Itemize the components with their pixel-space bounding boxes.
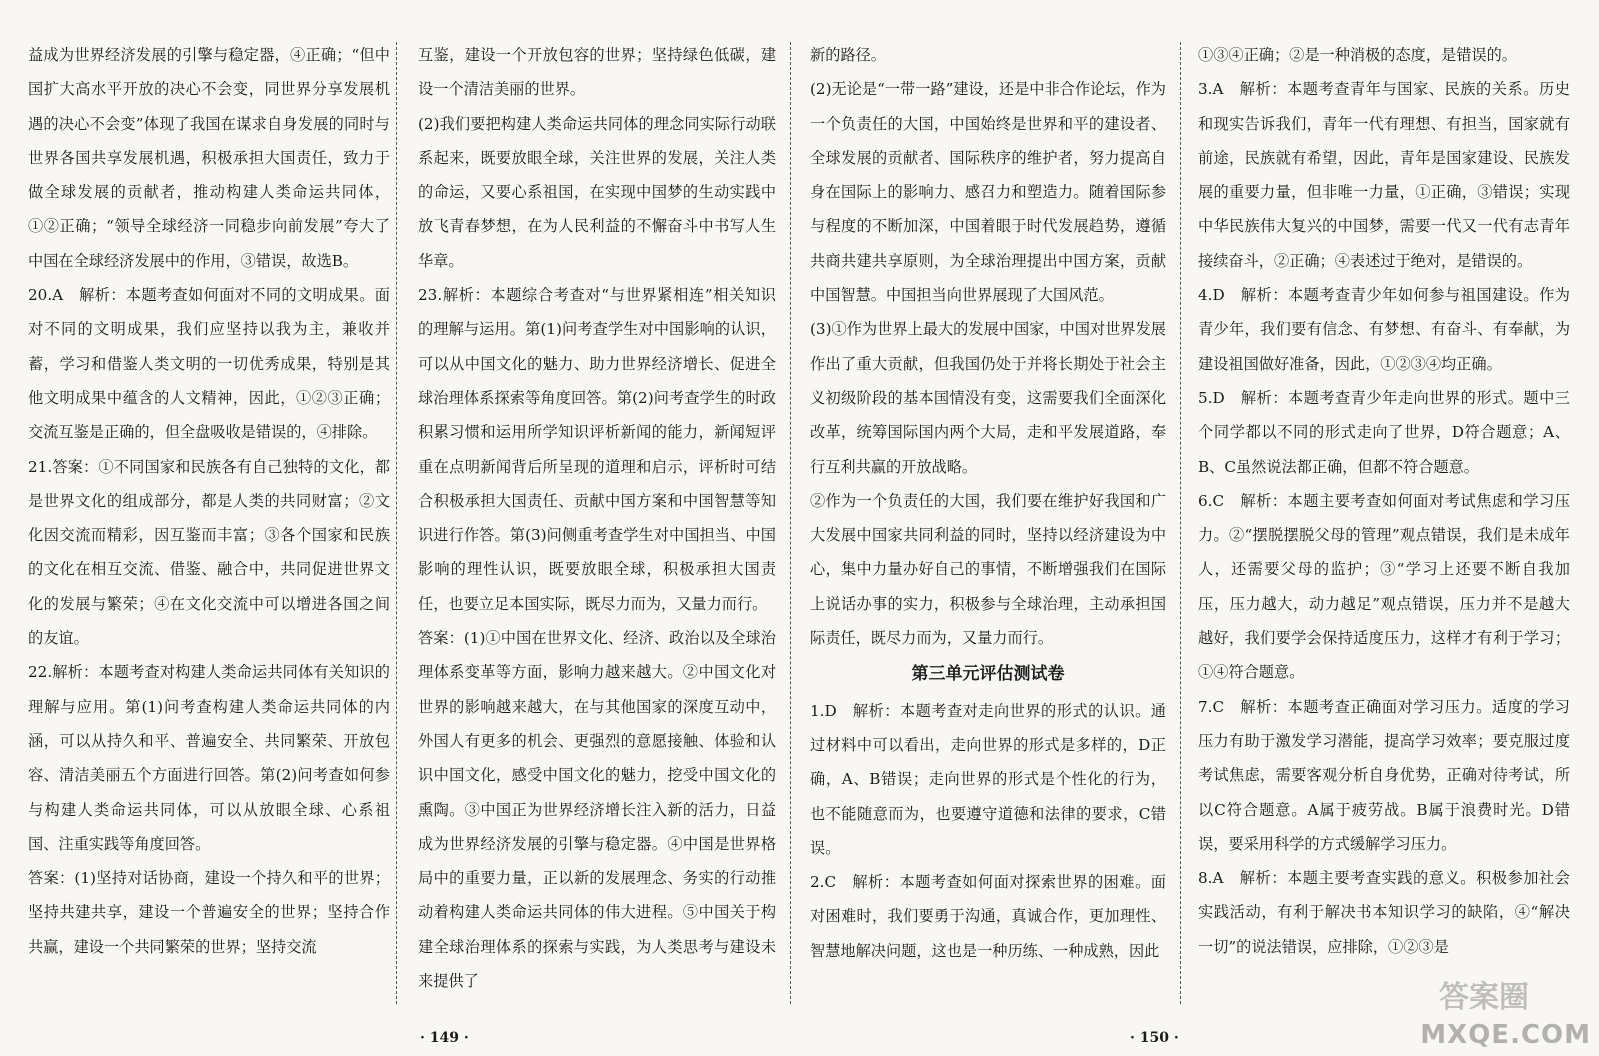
watermark-url: MXQE.COM <box>1420 1020 1591 1050</box>
paragraph: 1.D 解析：本题考查对走向世界的形式的认识。通过材料中可以看出，走向世界的形式是多样的，D正确，A、B错误；走向世界的形式是个性化的行为，也不能随意而为，也要遵守道德和法律的要求，C错误。 <box>810 701 1166 857</box>
paragraph: 22.解析：本题考查对构建人类命运共同体有关知识的理解与应用。第(1)问考查构建人类命运共同体的内涵，可以从持久和平、普遍安全、共同繁荣、开放包容、清洁美丽五个方面进行回答。第(2)问考查如何参与构建人类命运共同体，可以从放眼全球、心系祖国、注重实践等角度回答。 <box>28 663 390 853</box>
column-1 <box>28 38 390 964</box>
paragraph: (2)我们要把构建人类命运共同体的理念同实际行动联系起来，既要放眼全球，关注世界的发展，关注人类的命运，又要心系祖国，在实现中国梦的生动实践中放飞青春梦想，在为人民利益的不懈奋斗中书写人生华章。 <box>418 114 776 270</box>
paragraph: 6.C 解析：本题主要考查如何面对考试焦虑和学习压力。②“摆脱摆脱父母的管理”观点错误，我们是未成年人，还需要父母的监护；③“学习上还要不断自我加压，压力越大，动力越足”观点错误，压力并不是越大越好，我们要学会保持适度压力，这样才有利于学习；①④符合题意。 <box>1198 491 1570 682</box>
paragraph: ②作为一个负责任的大国，我们要在维护好我国和广大发展中国家共同利益的同时，坚持以经济建设为中心，集中力量办好自己的事情，不断增强我们在国际上说话办事的实力，积极参与全球治理，主动承担国际责任，既尽力而为，又量力而行。 <box>810 491 1166 648</box>
page-number-left: · 149 · <box>420 1030 469 1046</box>
column-3 <box>810 38 1166 968</box>
paragraph: 新的路径。 <box>810 46 886 64</box>
paragraph: 4.D 解析：本题考查青少年如何参与祖国建设。作为青少年，我们要有信念、有梦想、有奋斗、有奉献，为建设祖国做好准备，因此，①②③④均正确。 <box>1198 286 1570 373</box>
paragraph: 21.答案：①不同国家和民族各有自己独特的文化，都是世界文化的组成部分，都是人类的共同财富；②文化因交流而精彩，因互鉴而丰富；③各个国家和民族的文化在相互交流、借鉴、融合中，共同促进世界文化的发展与繁荣；④在文化交流中可以增进各国之间的友谊。 <box>28 457 390 648</box>
paragraph: 益成为世界经济发展的引擎与稳定器，④正确；“但中国扩大高水平开放的决心不会变，同世界分享发展机遇的决心不会变”体现了我国在谋求自身发展的同时与世界各国共享发展机遇，积极承担大国责任，致力于做全球发展的贡献者，推动构建人类命运共同体，①②正确；“领导全球经济一同稳步向前发展”夸大了中国在全球经济发展中的作用，③错误，故选B。 <box>28 46 390 270</box>
paragraph: 23.解析：本题综合考查对“与世界紧相连”相关知识的理解与运用。第(1)问考查学生对中国影响的认识，可以从中国文化的魅力、助力世界经济增长、促进全球治理体系探索等角度回答。第(2)问考查学生的时政积累习惯和运用所学知识评析新闻的能力，新闻短评重在点明新闻背后所呈现的道理和启示，评析时可结合积极承担大国责任、贡献中国方案和中国智慧等知识进行作答。第(3)问侧重考查学生对中国担当、中国影响的理性认识，既要放眼全球，积极承担大国责任，也要立足本国实际，既尽力而为，又量力而行。 <box>418 286 776 613</box>
watermark-logo: 答案圈 <box>1439 980 1529 1015</box>
column-divider-3 <box>1180 42 1181 1004</box>
paragraph: 2.C 解析：本题考查如何面对探索世界的困难。面对困难时，我们要勇于沟通，真诚合作，更加理性、智慧地解决问题，这也是一种历练、一种成熟，因此 <box>810 873 1166 960</box>
column-divider-2 <box>790 42 791 1004</box>
paragraph: (2)无论是“一带一路”建设，还是中非合作论坛，作为一个负责任的大国，中国始终是世界和平的建设者、全球发展的贡献者、国际秩序的维护者，努力提高自身在国际上的影响力、感召力和塑造力。随着国际参与程度的不断加深，中国着眼于时代发展趋势，遵循共商共建共享原则，为全球治理提出中国方案，贡献中国智慧。中国担当向世界展现了大国风范。 <box>810 80 1166 305</box>
column-4 <box>1198 38 1570 964</box>
paragraph: 7.C 解析：本题考查正确面对学习压力。适度的学习压力有助于激发学习潜能，提高学习效率；要克服过度考试焦虑，需要客观分析自身优势，正确对待考试，所以C符合题意。A属于疲劳战。B属于浪费时光。D错误，要采用科学的方式缓解学习压力。 <box>1198 697 1570 853</box>
column-2 <box>418 38 776 998</box>
paragraph: 3.A 解析：本题考查青年与国家、民族的关系。历史和现实告诉我们，青年一代有理想、有担当，国家就有前途，民族就有希望，因此，青年是国家建设、民族发展的重要力量，但非唯一力量，①正确，③错误；实现中华民族伟大复兴的中国梦，需要一代又一代有志青年接续奋斗，②正确；④表述过于绝对，是错误的。 <box>1198 80 1570 270</box>
paragraph: 5.D 解析：本题考查青少年走向世界的形式。题中三个同学都以不同的形式走向了世界，D符合题意；A、B、C虽然说法都正确，但都不符合题意。 <box>1198 388 1570 476</box>
section-title: 第三单元评估测试卷 <box>911 664 1065 685</box>
paragraph: 20.A 解析：本题考查如何面对不同的文明成果。面对不同的文明成果，我们应坚持以我为主，兼收并蓄，学习和借鉴人类文明的一切优秀成果，特别是其他文明成果中蕴含的人文精神，因此，①②③正确；交流互鉴是正确的，但全盘吸收是错误的，④排除。 <box>28 286 390 442</box>
paragraph: (3)①作为世界上最大的发展中国家，中国对世界发展作出了重大贡献，但我国仍处于并将长期处于社会主义初级阶段的基本国情没有变，这需要我们全面深化改革，统筹国际国内两个大局，走和平发展道路，奉行互利共赢的开放战略。 <box>810 320 1166 476</box>
paragraph: 8.A 解析：本题主要考查实践的意义。积极参加社会实践活动，有利于解决书本知识学习的缺陷，④“解决一切”的说法错误，应排除，①②③是 <box>1198 869 1570 956</box>
paragraph: 答案：(1)①中国在世界文化、经济、政治以及全球治理体系变革等方面，影响力越来越大。②中国文化对世界的影响越来越大，在与其他国家的深度互动中，外国人有更多的机会、更强烈的意愿接触、体验和认识中国文化，感受中国文化的魅力，挖受中国文化的熏陶。③中国正为世界经济增长注入新的活力，日益成为世界经济发展的引擎与稳定器。④中国是世界格局中的重要力量，正以新的发展理念、务实的行动推动着构建人类命运共同体的伟大进程。⑤中国关于构建全球治理体系的探索与实践，为人类思考与建设未来提供了 <box>418 629 776 991</box>
column-divider-1 <box>396 42 397 1004</box>
paragraph: 互鉴，建设一个开放包容的世界；坚持绿色低碳，建设一个清洁美丽的世界。 <box>418 46 776 99</box>
paragraph: 答案：(1)坚持对话协商，建设一个持久和平的世界；坚持共建共享，建设一个普遍安全的世界；坚持合作共赢，建设一个共同繁荣的世界；坚持交流 <box>28 869 390 956</box>
page-number-right: · 150 · <box>1130 1030 1179 1046</box>
paragraph: ①③④正确；②是一种消极的态度，是错误的。 <box>1198 46 1517 64</box>
